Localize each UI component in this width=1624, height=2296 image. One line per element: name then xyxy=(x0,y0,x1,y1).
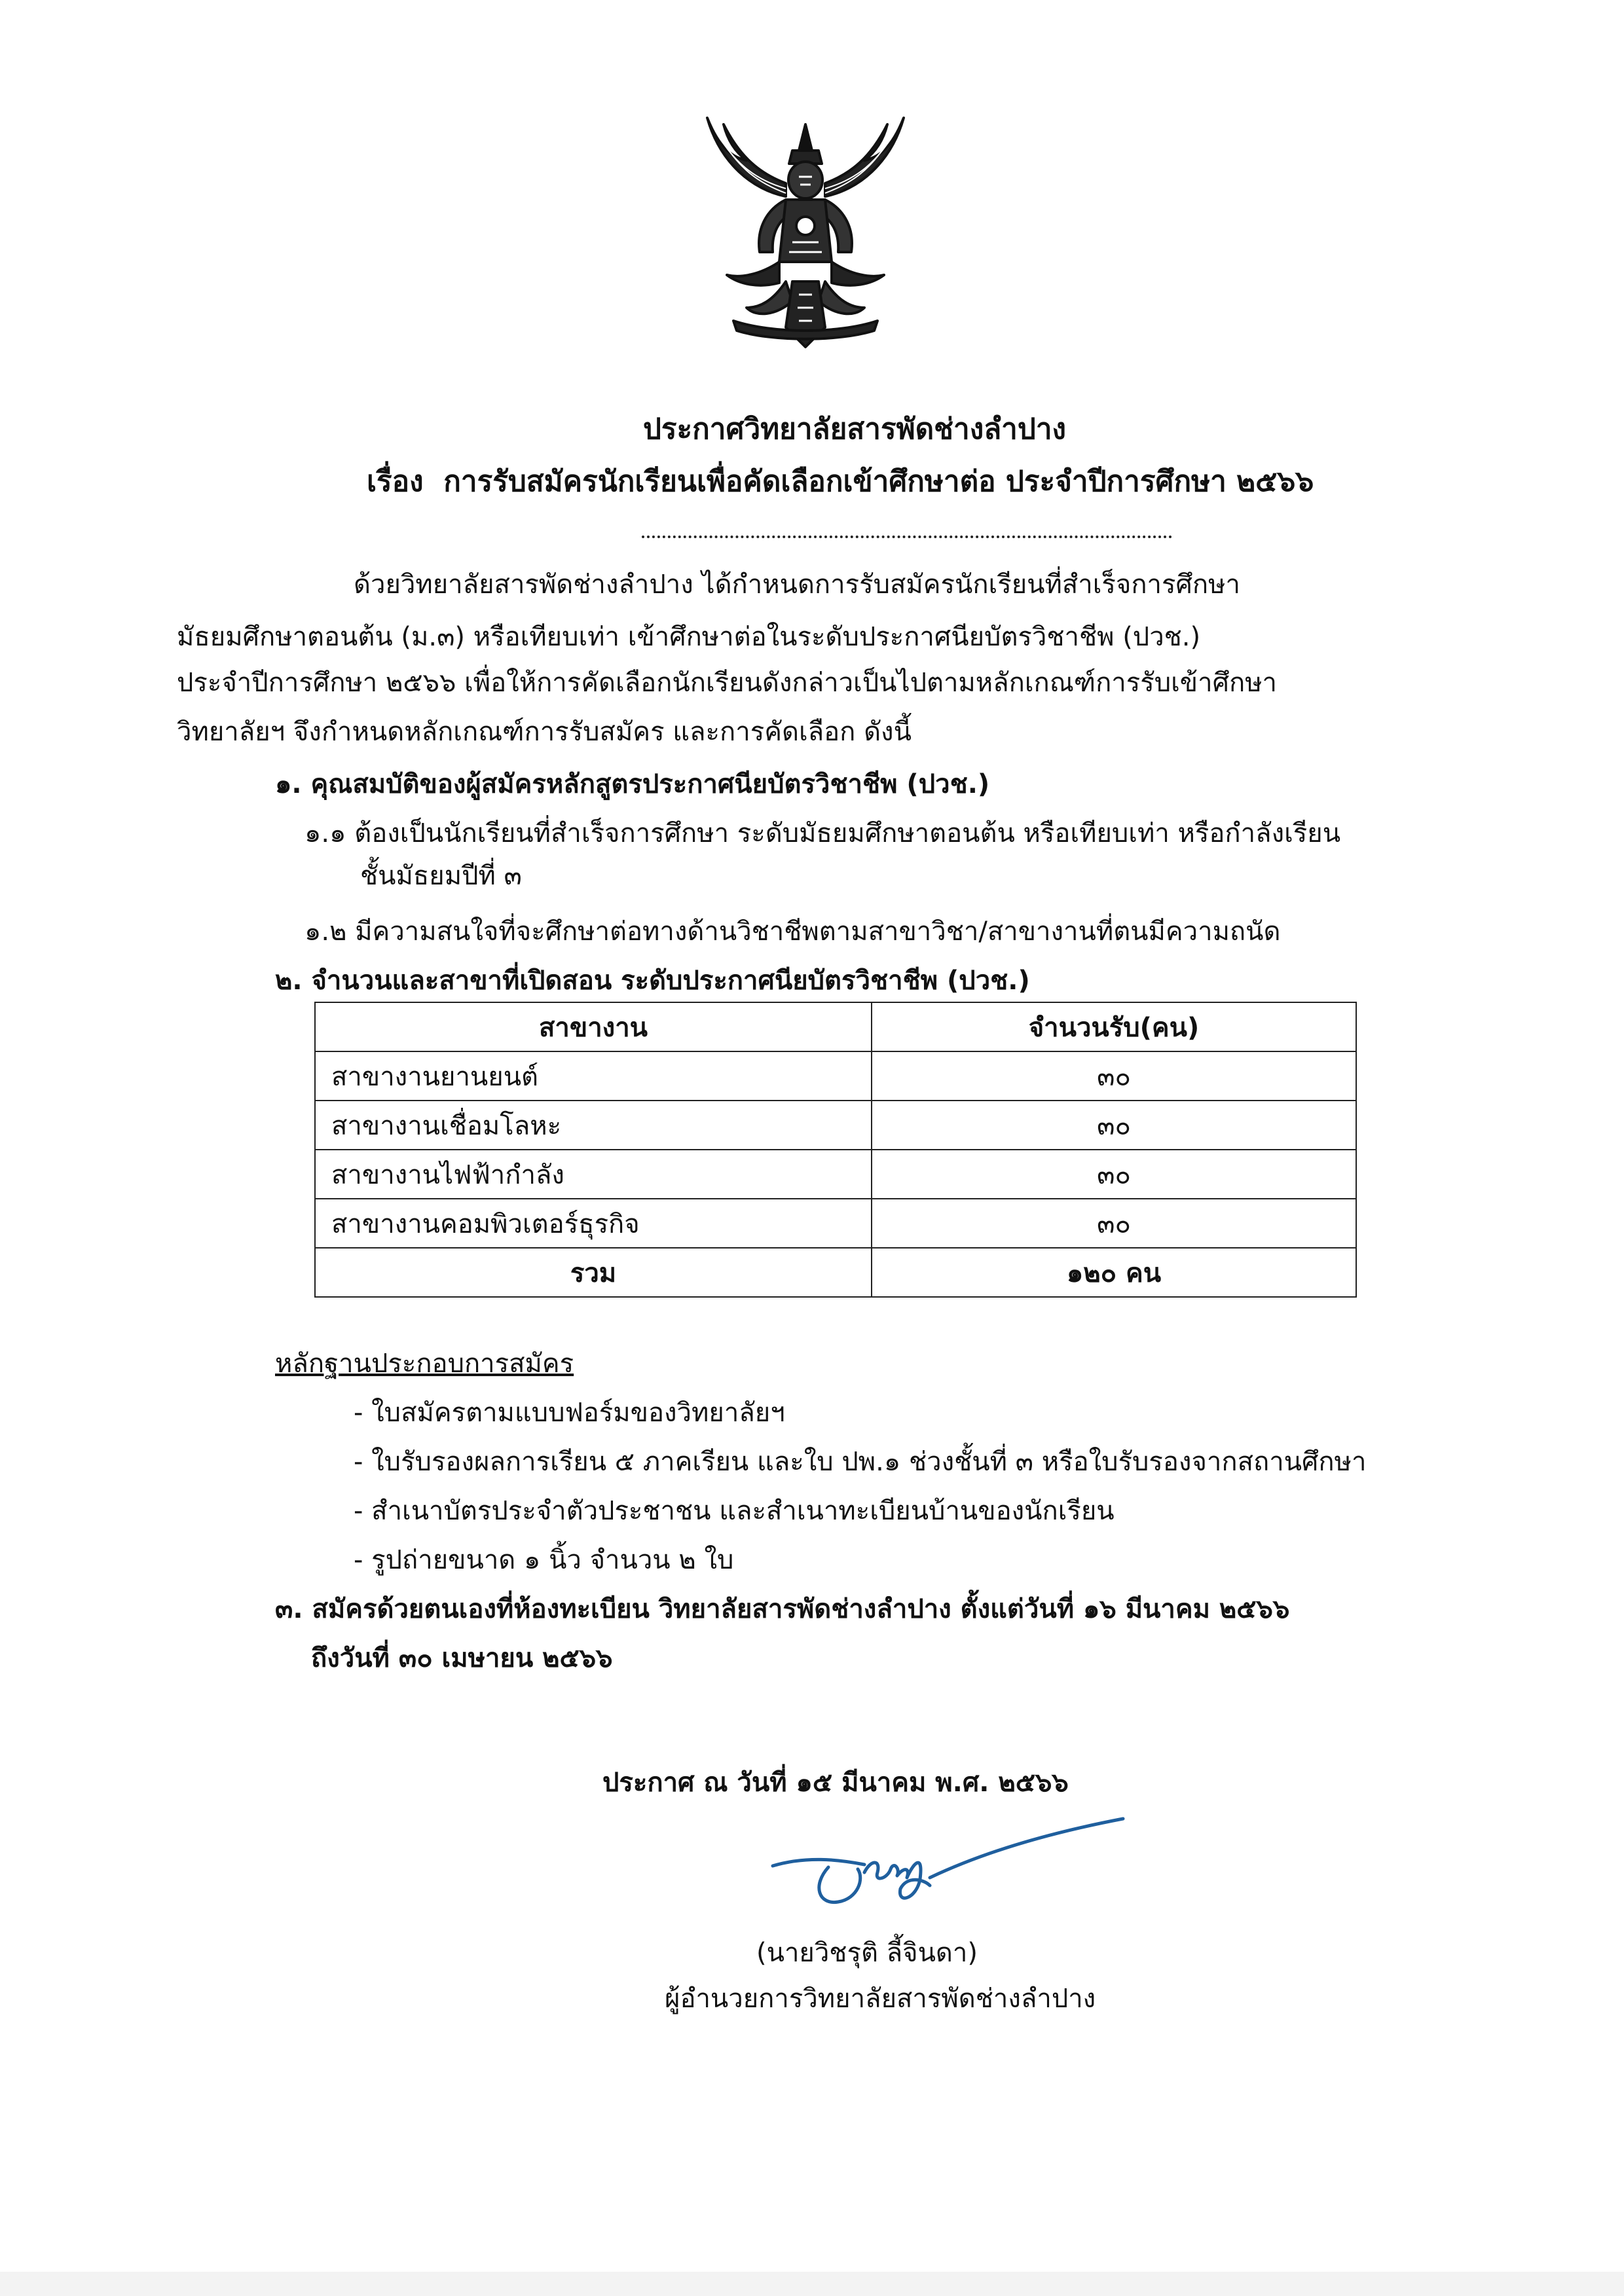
subject-text: การรับสมัครนักเรียนเพื่อคัดเลือกเข้าศึกษาต่อ ประจำปีการศึกษา ๒๕๖๖ xyxy=(443,465,1314,498)
section3-line: ถึงวันที่ ๓๐ เมษายน ๒๕๖๖ xyxy=(311,1643,613,1673)
title-divider xyxy=(642,536,1172,538)
document-item: - ใบรับรองผลการเรียน ๕ ภาคเรียน และใบ ปพ.๑ ช่วงชั้นที่ ๓ หรือใบรับรองจากสถานศึกษา xyxy=(354,1447,1367,1477)
section3-line: ๓. สมัครด้วยตนเองที่ห้องทะเบียน วิทยาลัยสารพัดช่างลำปาง ตั้งแต่วันที่ ๑๖ มีนาคม ๒๕๖๖ xyxy=(275,1594,1290,1624)
section1-item-cont: ชั้นมัธยมปีที่ ๓ xyxy=(360,861,522,891)
announcement-title: ประกาศวิทยาลัยสารพัดช่างลำปาง xyxy=(642,412,1067,446)
handwritten-signature-icon xyxy=(766,1807,1133,1925)
intro-line: มัธยมศึกษาตอนต้น (ม.๓) หรือเทียบเท่า เข้าศึกษาต่อในระดับประกาศนียบัตรวิชาชีพ (ปวช.) xyxy=(177,622,1201,652)
total-label-cell: รวม xyxy=(315,1248,872,1297)
subject-label: เรื่อง xyxy=(367,465,424,498)
document-item: - ใบสมัครตามแบบฟอร์มของวิทยาลัยฯ xyxy=(354,1398,785,1428)
table-row xyxy=(315,1101,1356,1150)
count-cell: ๓๐ xyxy=(872,1199,1356,1248)
table-header-row xyxy=(315,1002,1356,1051)
branch-cell: สาขางานเชื่อมโลหะ xyxy=(315,1101,872,1150)
intro-line: ประจำปีการศึกษา ๒๕๖๖ เพื่อให้การคัดเลือกนักเรียนดังกล่าวเป็นไปตามหลักเกณฑ์การรับเข้าศึกษา xyxy=(177,668,1278,698)
table-row xyxy=(315,1199,1356,1248)
branches-table xyxy=(314,1002,1357,1298)
table-total-row xyxy=(315,1248,1356,1297)
column-header-count: จำนวนรับ(คน) xyxy=(872,1002,1356,1051)
total-value-cell: ๑๒๐ คน xyxy=(872,1248,1356,1297)
section2-heading: ๒. จำนวนและสาขาที่เปิดสอน ระดับประกาศนียบัตรวิชาชีพ (ปวช.) xyxy=(275,966,1030,996)
signer-name: (นายวิชรุติ ลี้จินดา) xyxy=(756,1938,978,1968)
documents-heading: หลักฐานประกอบการสมัคร xyxy=(275,1349,574,1379)
garuda-emblem-icon xyxy=(694,111,917,373)
section1-item: ๑.๒ มีความสนใจที่จะศึกษาต่อทางด้านวิชาชีพตามสาขาวิชา/สาขางานที่ตนมีความถนัด xyxy=(304,917,1281,947)
signer-position: ผู้อำนวยการวิทยาลัยสารพัดช่างลำปาง xyxy=(665,1984,1096,2014)
column-header-branch: สาขางาน xyxy=(315,1002,872,1051)
table-row xyxy=(315,1051,1356,1101)
branch-cell: สาขางานคอมพิวเตอร์ธุรกิจ xyxy=(315,1199,872,1248)
branch-cell: สาขางานยานยนต์ xyxy=(315,1051,872,1101)
intro-line: วิทยาลัยฯ จึงกำหนดหลักเกณฑ์การรับสมัคร และการคัดเลือก ดังนี้ xyxy=(177,717,912,747)
count-cell: ๓๐ xyxy=(872,1051,1356,1101)
scan-edge xyxy=(0,2272,1624,2296)
intro-line: ด้วยวิทยาลัยสารพัดช่างลำปาง ได้กำหนดการรับสมัครนักเรียนที่สำเร็จการศึกษา xyxy=(354,570,1240,600)
branch-cell: สาขางานไฟฟ้ากำลัง xyxy=(315,1150,872,1199)
section1-item: ๑.๑ ต้องเป็นนักเรียนที่สำเร็จการศึกษา ระดับมัธยมศึกษาตอนต้น หรือเทียบเท่า หรือกำลังเรียน xyxy=(304,818,1341,848)
section1-heading: ๑. คุณสมบัติของผู้สมัครหลักสูตรประกาศนียบัตรวิชาชีพ (ปวช.) xyxy=(275,769,990,799)
document-item: - รูปถ่ายขนาด ๑ นิ้ว จำนวน ๒ ใบ xyxy=(354,1545,734,1575)
document-item: - สำเนาบัตรประจำตัวประชาชน และสำเนาทะเบียนบ้านของนักเรียน xyxy=(354,1496,1115,1526)
count-cell: ๓๐ xyxy=(872,1101,1356,1150)
table-row xyxy=(315,1150,1356,1199)
announce-date: ประกาศ ณ วันที่ ๑๕ มีนาคม พ.ศ. ๒๕๖๖ xyxy=(602,1768,1069,1798)
announcement-subject xyxy=(367,458,1314,504)
count-cell: ๓๐ xyxy=(872,1150,1356,1199)
